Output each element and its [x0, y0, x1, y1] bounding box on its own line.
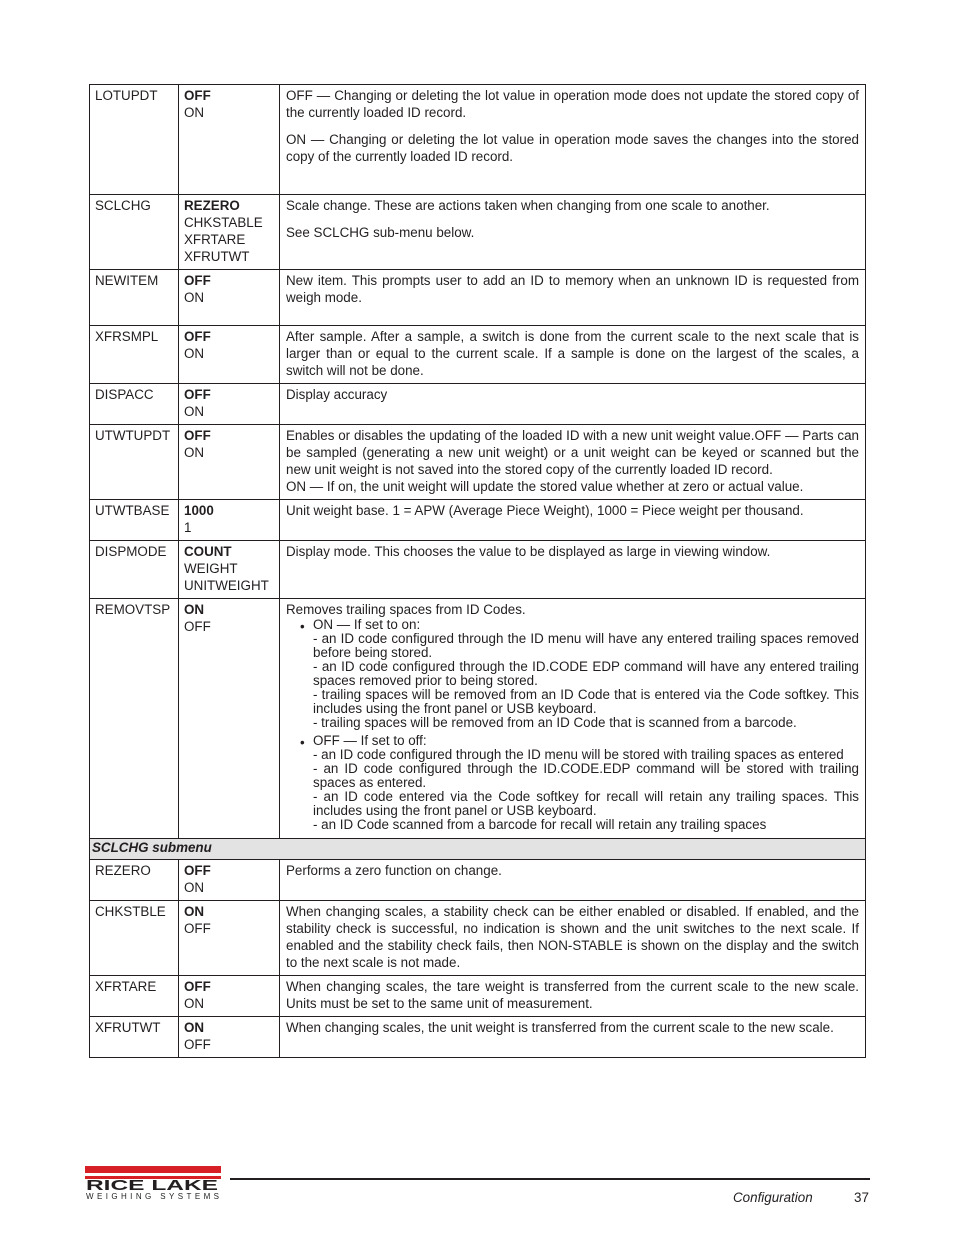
table-row — [90, 976, 866, 1017]
bullet-line: - an ID Code scanned from a barcode for recall will retain any trailing spaces — [313, 817, 767, 832]
option: ON — [184, 880, 205, 895]
option: ON — [184, 290, 205, 305]
parameter-description — [280, 270, 866, 326]
parameter-options — [179, 326, 280, 384]
parameter-name: XFRSMPL — [90, 326, 179, 384]
parameter-description — [280, 326, 866, 384]
bullet-heading: ON — If set to on: — [313, 617, 421, 632]
parameter-name: REZERO — [90, 860, 179, 901]
description-paragraph: OFF — Changing or deleting the lot value in operation mode does not update the stored copy of the currently loaded ID record. — [286, 88, 859, 120]
parameter-description — [280, 500, 866, 541]
parameter-options — [179, 901, 280, 976]
description-paragraph: When changing scales, a stability check can be either enabled or disabled. If enabled, and the stability check is successful, no indication is shown and the unit switches to the next scale. If enabled and the stability check fails, then NON-STABLE is shown on the display and the switch to the next scale is not made. — [286, 904, 859, 970]
parameter-description — [280, 85, 866, 195]
parameter-description — [280, 1017, 866, 1058]
option: ON — [184, 445, 205, 460]
option: CHKSTABLE — [184, 215, 263, 230]
option: XFRTARE — [184, 232, 246, 247]
option: OFF — [184, 921, 211, 936]
parameter-options — [179, 541, 280, 599]
parameter-description — [280, 860, 866, 901]
table-row — [90, 541, 866, 599]
description-paragraph: ON — If on, the unit weight will update the stored value whether at zero or actual value. — [286, 479, 804, 494]
option-bullet-list — [286, 618, 859, 832]
parameter-options — [179, 860, 280, 901]
rice-lake-logo — [85, 1166, 221, 1200]
description-paragraph: Performs a zero function on change. — [286, 863, 502, 878]
footer-section-title: Configuration — [733, 1190, 813, 1205]
parameter-options — [179, 500, 280, 541]
default-option: ON — [184, 904, 205, 919]
table-row — [90, 1017, 866, 1058]
bullet-line: - an ID code configured through the ID menu will have any entered trailing spaces removed before being stored. — [313, 631, 859, 660]
parameter-description — [280, 976, 866, 1017]
default-option: OFF — [184, 88, 211, 103]
default-option: OFF — [184, 329, 211, 344]
parameter-name: DISPACC — [90, 384, 179, 425]
bullet-line: - an ID code configured through the ID.CODE.EDP command will be stored with trailing spaces as entered. — [313, 761, 859, 790]
parameter-name: CHKSTBLE — [90, 901, 179, 976]
parameter-name: XFRUTWT — [90, 1017, 179, 1058]
parameter-name: UTWTUPDT — [90, 425, 179, 500]
parameter-description — [280, 901, 866, 976]
parameter-options — [179, 270, 280, 326]
table-row — [90, 195, 866, 270]
parameter-options — [179, 195, 280, 270]
description-paragraph: Unit weight base. 1 = APW (Average Piece Weight), 1000 = Piece weight per thousand. — [286, 503, 804, 518]
parameter-description — [280, 195, 866, 270]
bullet-line: - an ID code configured through the ID menu will be stored with trailing spaces as entered — [313, 747, 844, 762]
description-paragraph: Display accuracy — [286, 387, 388, 402]
parameter-options — [179, 425, 280, 500]
parameter-description — [280, 599, 866, 839]
description-paragraph: Display mode. This chooses the value to be displayed as large in viewing window. — [286, 544, 771, 559]
footer-rule — [230, 1178, 870, 1180]
submenu-header-row — [90, 839, 866, 860]
default-option: ON — [184, 602, 205, 617]
option: OFF — [184, 619, 211, 634]
parameter-name: UTWTBASE — [90, 500, 179, 541]
option: 1 — [184, 520, 192, 535]
parameter-table — [89, 84, 866, 1058]
default-option: 1000 — [184, 503, 214, 518]
parameter-options — [179, 976, 280, 1017]
bullet-icon: • — [300, 735, 305, 750]
bullet-icon: • — [300, 619, 305, 634]
bullet-line: - an ID code configured through the ID.CODE EDP command will have any entered trailing spaces removed prior to being stored. — [313, 659, 859, 688]
parameter-options — [179, 85, 280, 195]
parameter-name: NEWITEM — [90, 270, 179, 326]
parameter-name: REMOVTSP — [90, 599, 179, 839]
table-row — [90, 500, 866, 541]
option: XFRUTWT — [184, 249, 250, 264]
option: ON — [184, 996, 205, 1011]
parameter-description — [280, 384, 866, 425]
table-row — [90, 425, 866, 500]
description-paragraph: After sample. After a sample, a switch is done from the current scale to the next scale that is larger than or equal to the current scale. If a sample is done on the largest of the scales, a switch will not be done. — [286, 329, 859, 378]
parameter-options — [179, 1017, 280, 1058]
default-option: OFF — [184, 273, 211, 288]
default-option: COUNT — [184, 544, 232, 559]
table-row — [90, 384, 866, 425]
parameter-description — [280, 425, 866, 500]
option-bullet — [300, 733, 859, 832]
parameter-options — [179, 599, 280, 839]
bullet-line: - trailing spaces will be removed from an ID Code that is entered via the Code softkey. This includes using the front panel or USB keyboard. — [313, 687, 859, 716]
option: ON — [184, 105, 205, 120]
default-option: OFF — [184, 387, 211, 402]
table-row — [90, 599, 866, 839]
logo-wordmark: RICE LAKE — [86, 1177, 218, 1194]
parameter-name: DISPMODE — [90, 541, 179, 599]
default-option: OFF — [184, 863, 211, 878]
description-paragraph: See SCLCHG sub-menu below. — [286, 225, 475, 240]
description-paragraph: Scale change. These are actions taken when changing from one scale to another. — [286, 198, 770, 213]
description-paragraph: ON — Changing or deleting the lot value in operation mode saves the changes into the stored copy of the currently loaded ID record. — [286, 132, 859, 164]
bullet-heading: OFF — If set to off: — [313, 733, 427, 748]
option: ON — [184, 346, 205, 361]
parameter-name: XFRTARE — [90, 976, 179, 1017]
parameter-description — [280, 541, 866, 599]
description-intro: Removes trailing spaces from ID Codes. — [286, 602, 526, 617]
table-row — [90, 901, 866, 976]
default-option: OFF — [184, 428, 211, 443]
table-row — [90, 860, 866, 901]
description-paragraph: When changing scales, the unit weight is transferred from the current scale to the new scale. — [286, 1020, 834, 1035]
option: WEIGHT — [184, 561, 238, 576]
parameter-options — [179, 384, 280, 425]
parameter-name: LOTUPDT — [90, 85, 179, 195]
option-bullet — [300, 617, 859, 730]
default-option: ON — [184, 1020, 205, 1035]
bullet-line: - an ID code entered via the Code softkey for recall will retain any trailing spaces. This includes using the front panel or USB keyboard. — [313, 789, 859, 818]
table-row — [90, 326, 866, 384]
logo-tagline: WEIGHING SYSTEMS — [86, 1192, 219, 1200]
default-option: OFF — [184, 979, 211, 994]
option: OFF — [184, 1037, 211, 1052]
page-number: 37 — [854, 1190, 869, 1205]
submenu-title: SCLCHG submenu — [90, 839, 866, 860]
option: UNITWEIGHT — [184, 578, 269, 593]
parameter-name: SCLCHG — [90, 195, 179, 270]
bullet-line: - trailing spaces will be removed from an ID Code that is scanned from a barcode. — [313, 715, 797, 730]
description-paragraph: When changing scales, the tare weight is transferred from the current scale to the new scale. Units must be set to the same unit of measurement. — [286, 979, 859, 1011]
description-paragraph: New item. This prompts user to add an ID to memory when an unknown ID is requested from weigh mode. — [286, 273, 859, 305]
table-row — [90, 270, 866, 326]
option: ON — [184, 404, 205, 419]
default-option: REZERO — [184, 198, 240, 213]
description-paragraph: Enables or disables the updating of the loaded ID with a new unit weight value.OFF — Parts can be sampled (generating a new unit weight) or a unit weight can be keyed or scanned but the new unit weight is not saved into the stored copy of the currently loaded ID record. — [286, 428, 859, 477]
table-row — [90, 85, 866, 195]
